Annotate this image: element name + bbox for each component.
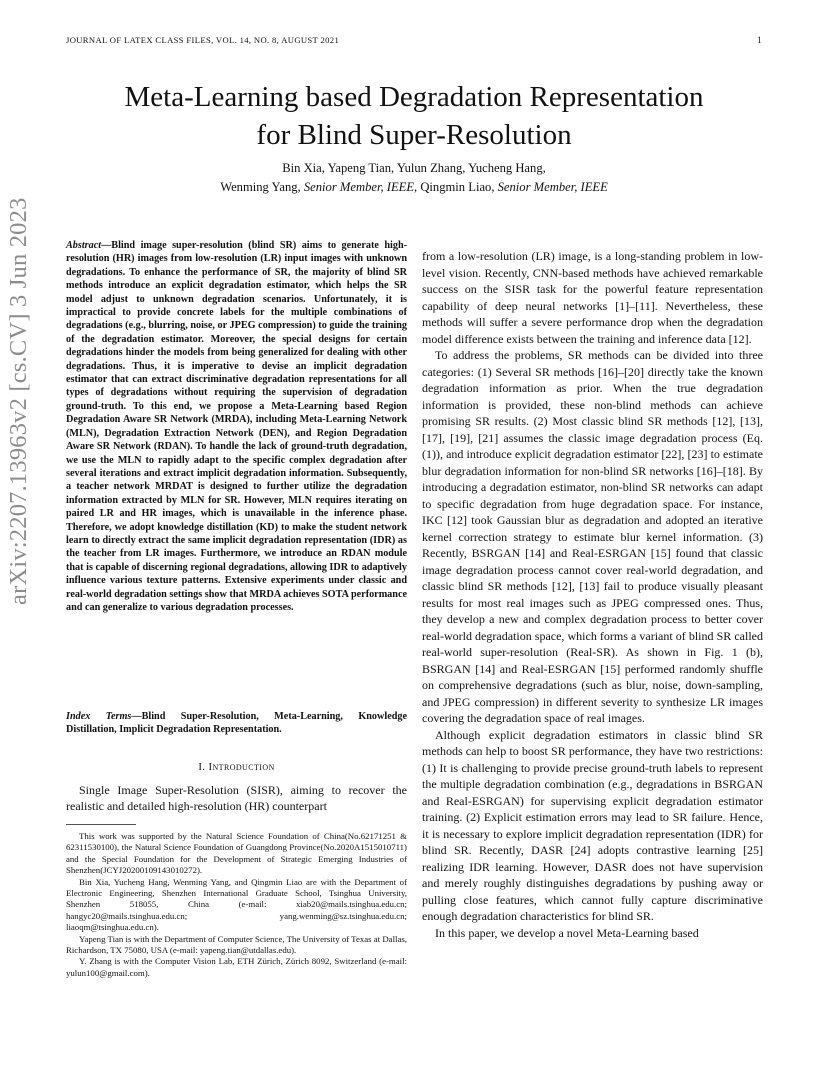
author-names: Wenming Yang, — [220, 180, 304, 194]
abstract-text: —Blind image super-resolution (blind SR) aims to generate high-resolution (HR) images from low-resolution (LR) input images with unknown degradations. To enhance the performance of SR, the majority of blind SR methods introduce an explicit degradation estimator, which helps the SR model adjust to unknown degradation scenarios. Unfortunately, it is impractical to provide concrete labels for the multiple combinations of degradations (e.g., blurring, noise, or JPEG compression) to guide the training of the degradation estimator. Moreover, the special designs for certain degradations hinder the models from being generalized for dealing with other degradations. Thus, it is imperative to devise an implicit degradation estimator that can extract discriminative degradation representations for all types of degradations without requiring the supervision of degradation ground-truth. To this end, we propose a Meta-Learning based Region Degradation Aware SR Network (MRDA), including Meta-Learning Network (MLN), Degradation Extraction Network (DEN), and Region Degradation Aware SR Network (RDAN). To handle the lack of ground-truth degradation, we use the MLN to rapidly adapt to the specific complex degradation after several iterations and extract implicit degradation information. Subsequently, a teacher network MRDAT is designed to further utilize the degradation information extracted by MLN for SR. However, MLN requires iterating on paired LR and HR images, which is unavailable in the inference phase. Therefore, we adopt knowledge distillation (KD) to make the student network learn to directly extract the same implicit degradation representation (IDR) as the teacher from LR images. Furthermore, we introduce an RDAN module that is capable of discerning regional degradations, allowing IDR to adaptively influence various texture patterns. Extensive experiments under classic and real-world degradation settings show that MRDA achieves SOTA performance and can generalize to various degradation processes. — [66, 240, 407, 613]
body-paragraph: Although explicit degradation estimators in classic blind SR methods can help to boost SR performance, they have two restrictions: (1) It is challenging to provide precise ground-truth labels to represent the multiple degradation combination (e.g., degradations in BSRGAN and Real-ESRGAN) for supervising explicit degradation estimator training. (2) Explicit estimation errors may lead to SR failure. Hence, it is necessary to explore implicit degradation representation (IDR) for blind SR. Recently, DASR [24] adopts contrastive learning [25] realizing IDR learning. However, DASR does not have supervision and merely roughly distinguishes degradations by pushing away or pulling close features, which cannot fully capture discriminative enough degradation characteristics for blind SR. — [422, 727, 763, 923]
right-column — [422, 248, 763, 941]
running-header: JOURNAL OF LATEX CLASS FILES, VOL. 14, NO. 8, AUGUST 2021 — [66, 35, 340, 45]
body-paragraph: from a low-resolution (LR) image, is a long-standing problem in low-level vision. Recently, CNN-based methods have achieved remarkable success on the SISR task for the powerful feature representation capability of deep neural networks [1]–[11]. Nevertheless, these methods will suffer a severe performance drop when the degradation model difference exists between the training and inference data [12]. — [422, 249, 763, 346]
footnote-rule — [66, 824, 136, 825]
footnote-affiliation: Yapeng Tian is with the Department of Computer Science, The University of Texas at Dallas, Richardson, TX 75080, USA (e-mail: yapeng.tian@utdallas.edu). — [66, 933, 407, 956]
footnote-affiliation: Bin Xia, Yucheng Hang, Wenming Yang, and Qingmin Liao are with the Department of Electronic Engineering, Shenzhen International Graduate School, Tsinghua University, Shenzhen 518055, China (e-mail: xiab20@mails.tsinghua.edu.cn; hangyc20@mails.tsinghua.edu.cn; yang.wenming@sz.tsinghua.edu.cn; liaoqm@tsinghua.edu.cn). — [66, 876, 407, 933]
authors — [0, 159, 828, 197]
author-membership: Senior Member, IEEE — [497, 180, 608, 194]
section-title: I. Introduction — [198, 761, 275, 773]
footnote-affiliation: Y. Zhang is with the Computer Vision Lab, ETH Zürich, Zürich 8092, Switzerland (e-mail: yulun100@gmail.com). — [66, 956, 407, 978]
author-names: Qingmin Liao, — [417, 180, 498, 194]
footnotes — [66, 831, 407, 979]
index-terms — [66, 710, 407, 737]
index-terms-label: Index Terms — [66, 711, 132, 722]
title-line-2: for Blind Super-Resolution — [256, 119, 572, 151]
index-terms-text: —Blind Super-Resolution, Meta-Learning, Knowledge Distillation, Implicit Degradation Representation. — [66, 711, 407, 736]
abstract-label: Abstract — [66, 240, 102, 251]
body-paragraph: To address the problems, SR methods can be divided into three categories: (1) Several SR methods [16]–[20] directly take the known degradation information as prior. When the true degradation information is provided, these non-blind methods can achieve promising SR results. (2) Most classic blind SR methods [12], [13], [17], [19], [21] assumes the classic image degradation process (Eq. (1)), and introduce explicit degradation estimator [22], [23] to estimate blur degradation information for non-blind SR networks [16]–[18]. By introducing a degradation estimator, non-blind SR networks can adapt to specific degradation from huge degradation space. For instance, IKC [12] took Gaussian blur as degradation and adopted an iterative kernel correction strategy to estimate blur kernel information. (3) Recently, BSRGAN [14] and Real-ESRGAN [15] found that classic image degradation process cannot cover real-world degradation, and classic blind SR methods [12], [13] fail to produce visually pleasant results for most real images such as JPEG compressed ones. Thus, they develop a new and complex degradation process to better cover real-world degradation space, which forms a variant of blind SR called real-world super-resolution (Real-SR). As shown in Fig. 1 (b), BSRGAN [14] and Real-ESRGAN [15] performed randomly shuffle on comprehensive degradations (such as blur, noise, down-sampling, and JPEG compression) in different severity to synthesize LR images covering the degradation space of real images. — [422, 348, 763, 725]
author-membership: Senior Member, IEEE, — [303, 180, 418, 194]
title-line-1: Meta-Learning based Degradation Representation — [124, 81, 704, 113]
page-number: 1 — [757, 35, 762, 45]
paper-title — [0, 78, 828, 154]
intro-paragraph: Single Image Super-Resolution (SISR), aiming to recover the realistic and detailed high-resolution (HR) counterpart — [66, 783, 407, 813]
abstract — [66, 239, 407, 614]
footnote-funding: This work was supported by the Natural Science Foundation of China(No.62171251 & 62311530100), the Natural Science Foundation of Guangdong Province(No.2020A1515010711) and the Special Foundation for the Development of Strategic Emerging Industries of Shenzhen(JCYJ20200109143010272). — [66, 831, 407, 876]
arxiv-stamp[interactable]: arXiv:2207.13963v2 [cs.CV] 3 Jun 2023 — [5, 197, 32, 605]
body-paragraph: In this paper, we develop a novel Meta-Learning based — [435, 925, 699, 940]
authors-line-1: Bin Xia, Yapeng Tian, Yulun Zhang, Yucheng Hang, — [282, 161, 546, 175]
authors-line-2 — [0, 178, 828, 197]
